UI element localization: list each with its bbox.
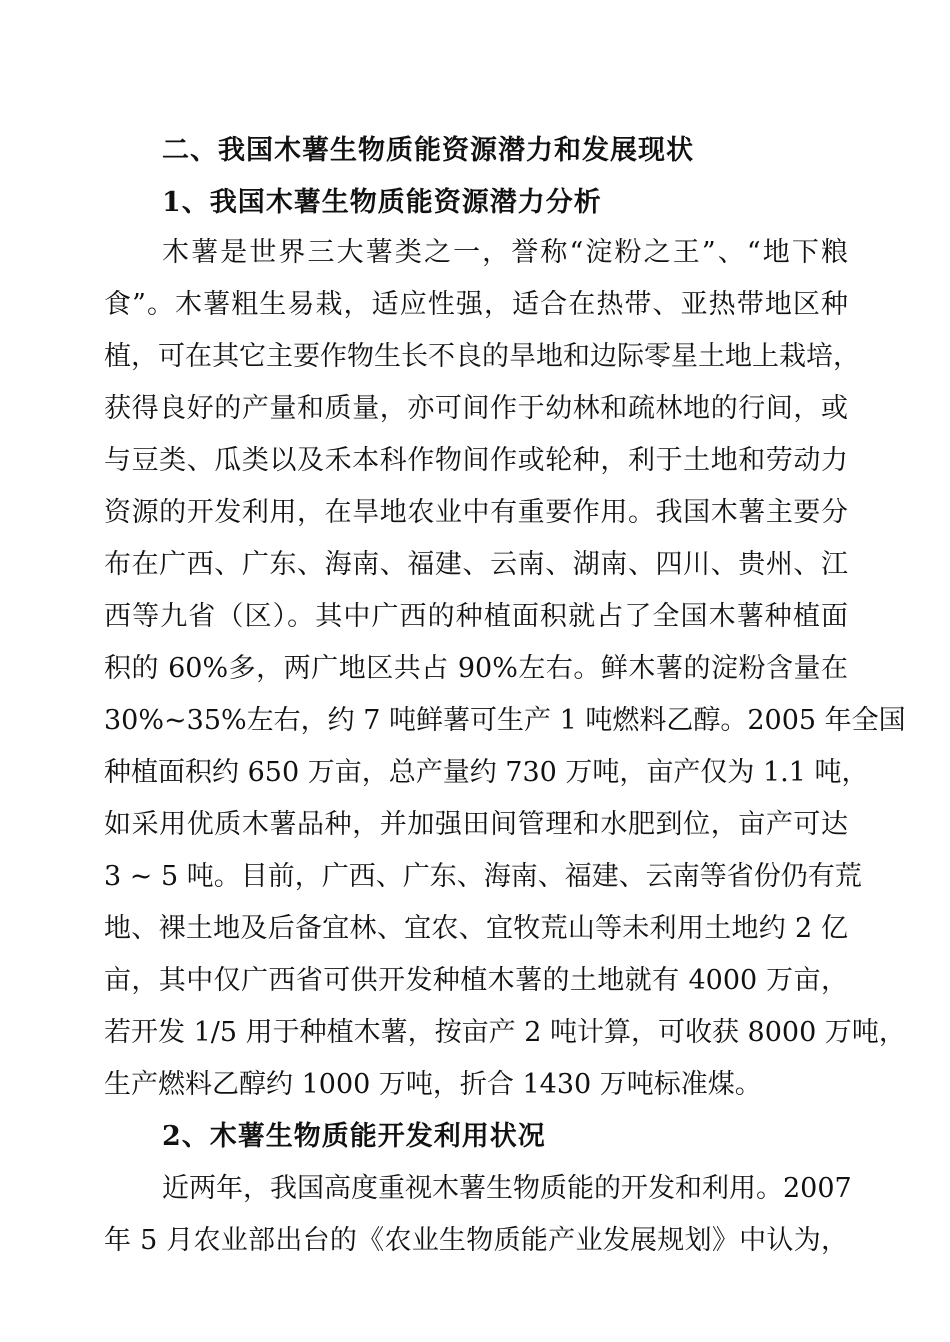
paragraph-line: 亩，其中仅广西省可供开发种植木薯的土地就有 4000 万亩， bbox=[104, 965, 848, 996]
paragraph-line: 资源的开发利用，在旱地农业中有重要作用。我国木薯主要分 bbox=[104, 497, 848, 528]
paragraph-line: 3 ~ 5 吨。目前，广西、广东、海南、福建、云南等省份仍有荒 bbox=[104, 861, 862, 892]
paragraph-line: 食”。木薯粗生易栽，适应性强，适合在热带、亚热带地区种 bbox=[104, 289, 848, 320]
paragraph-line: 30%~35%左右，约 7 吨鲜薯可生产 1 吨燃料乙醇。2005 年全国 bbox=[104, 705, 906, 736]
paragraph-line: 与豆类、瓜类以及禾本科作物间作或轮种，利于土地和劳动力 bbox=[104, 445, 848, 476]
paragraph-line: 西等九省（区）。其中广西的种植面积就占了全国木薯种植面 bbox=[104, 601, 848, 632]
paragraph-line: 积的 60%多，两广地区共占 90%左右。鲜木薯的淀粉含量在 bbox=[104, 653, 848, 684]
paragraph-line: 近两年，我国高度重视木薯生物质能的开发和利用。2007 bbox=[162, 1173, 852, 1204]
paragraph-line: 年 5 月农业部出台的《农业生物质能产业发展规划》中认为， bbox=[104, 1225, 848, 1256]
paragraph-line: 获得良好的产量和质量，亦可间作于幼林和疏林地的行间，或 bbox=[104, 393, 848, 424]
paragraph-line: 植，可在其它主要作物生长不良的旱地和边际零星土地上栽培， bbox=[104, 341, 860, 372]
paragraph-line: 种植面积约 650 万亩，总产量约 730 万吨，亩产仅为 1.1 吨， bbox=[104, 757, 869, 788]
subsection-heading-2: 2、木薯生物质能开发利用状况 bbox=[162, 1121, 546, 1152]
subsection-heading-1: 1、我国木薯生物质能资源潜力分析 bbox=[162, 187, 602, 218]
paragraph-line: 生产燃料乙醇约 1000 万吨，折合 1430 万吨标准煤。 bbox=[104, 1069, 762, 1100]
section-heading: 二、我国木薯生物质能资源潜力和发展现状 bbox=[162, 135, 694, 166]
paragraph-line: 地、裸土地及后备宜林、宜农、宜牧荒山等未利用土地约 2 亿 bbox=[104, 913, 848, 944]
paragraph-line: 若开发 1/5 用于种植木薯，按亩产 2 吨计算，可收获 8000 万吨， bbox=[104, 1017, 906, 1048]
paragraph-line: 如采用优质木薯品种，并加强田间管理和水肥到位，亩产可达 bbox=[104, 809, 848, 840]
paragraph-line: 布在广西、广东、海南、福建、云南、湖南、四川、贵州、江 bbox=[104, 549, 848, 580]
paragraph-line: 木薯是世界三大薯类之一，誉称“淀粉之王”、“地下粮 bbox=[162, 237, 848, 268]
